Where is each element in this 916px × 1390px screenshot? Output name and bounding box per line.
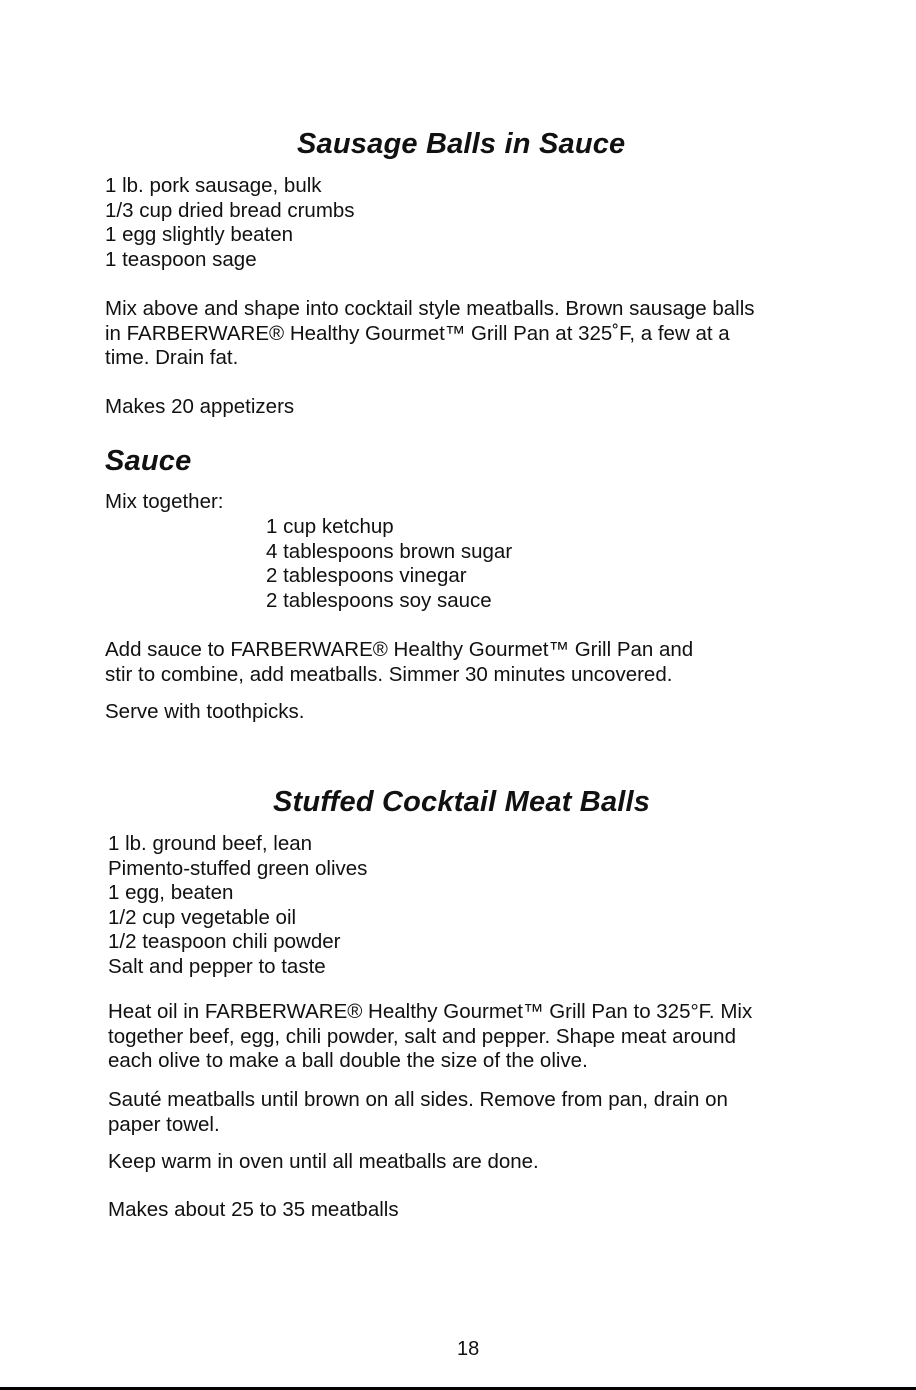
directions-paragraph <box>108 1000 752 1074</box>
directions-line: stir to combine, add meatballs. Simmer 30 minutes uncovered. <box>105 662 673 686</box>
ingredient-list <box>108 832 367 979</box>
ingredient-item: 1 egg, beaten <box>108 881 234 904</box>
ingredient-item: Salt and pepper to taste <box>108 954 326 978</box>
directions-line: Heat oil in FARBERWARE® Healthy Gourmet™ Grill Pan to 325°F. Mix <box>108 1000 753 1023</box>
serve-note: Serve with toothpicks. <box>105 700 305 723</box>
ingredient-list <box>105 174 355 272</box>
directions-line: Sauté meatballs until brown on all sides. Remove from pan, drain on <box>108 1088 728 1111</box>
directions-line: paper towel. <box>108 1112 220 1136</box>
recipe-yield: Makes 20 appetizers <box>105 395 295 418</box>
ingredient-item: 1/2 cup vegetable oil <box>108 905 297 929</box>
ingredient-item: Pimento-stuffed green olives <box>108 856 368 880</box>
directions-line: Mix above and shape into cocktail style meatballs. Brown sausage balls <box>105 297 755 320</box>
directions-line: in FARBERWARE® Healthy Gourmet™ Grill Pan at 325˚F, a few at a <box>105 321 730 345</box>
ingredient-item: 1/3 cup dried bread crumbs <box>105 198 355 222</box>
directions-paragraph <box>105 297 755 371</box>
ingredient-item: 1 teaspoon sage <box>105 247 257 271</box>
ingredient-item: 4 tablespoons brown sugar <box>266 539 513 563</box>
page-number: 18 <box>457 1338 480 1360</box>
directions-paragraph: Keep warm in oven until all meatballs are done. <box>108 1150 539 1173</box>
ingredient-item: 2 tablespoons soy sauce <box>266 588 492 612</box>
section-title-sauce: Sauce <box>105 445 192 477</box>
directions-paragraph <box>108 1088 728 1137</box>
ingredient-item: 1 cup ketchup <box>266 515 394 538</box>
directions-line: Add sauce to FARBERWARE® Healthy Gourmet™ Grill Pan and <box>105 638 694 661</box>
ingredient-item: 1 egg slightly beaten <box>105 223 294 246</box>
ingredient-item: 1 lb. ground beef, lean <box>108 832 313 855</box>
sauce-intro: Mix together: <box>105 490 224 513</box>
directions-line: time. Drain fat. <box>105 346 239 369</box>
recipe-title-stuffed-meat-balls: Stuffed Cocktail Meat Balls <box>273 786 651 818</box>
ingredient-item: 2 tablespoons vinegar <box>266 564 467 587</box>
recipe-title-sausage-balls: Sausage Balls in Sauce <box>297 128 626 160</box>
recipe-yield: Makes about 25 to 35 meatballs <box>108 1198 399 1221</box>
ingredient-item: 1/2 teaspoon chili powder <box>108 930 341 953</box>
directions-line: each olive to make a ball double the size of the olive. <box>108 1049 588 1072</box>
directions-line: together beef, egg, chili powder, salt and pepper. Shape meat around <box>108 1024 736 1048</box>
sauce-directions <box>105 638 693 687</box>
ingredient-item: 1 lb. pork sausage, bulk <box>105 174 322 197</box>
sauce-ingredient-list <box>266 515 512 613</box>
